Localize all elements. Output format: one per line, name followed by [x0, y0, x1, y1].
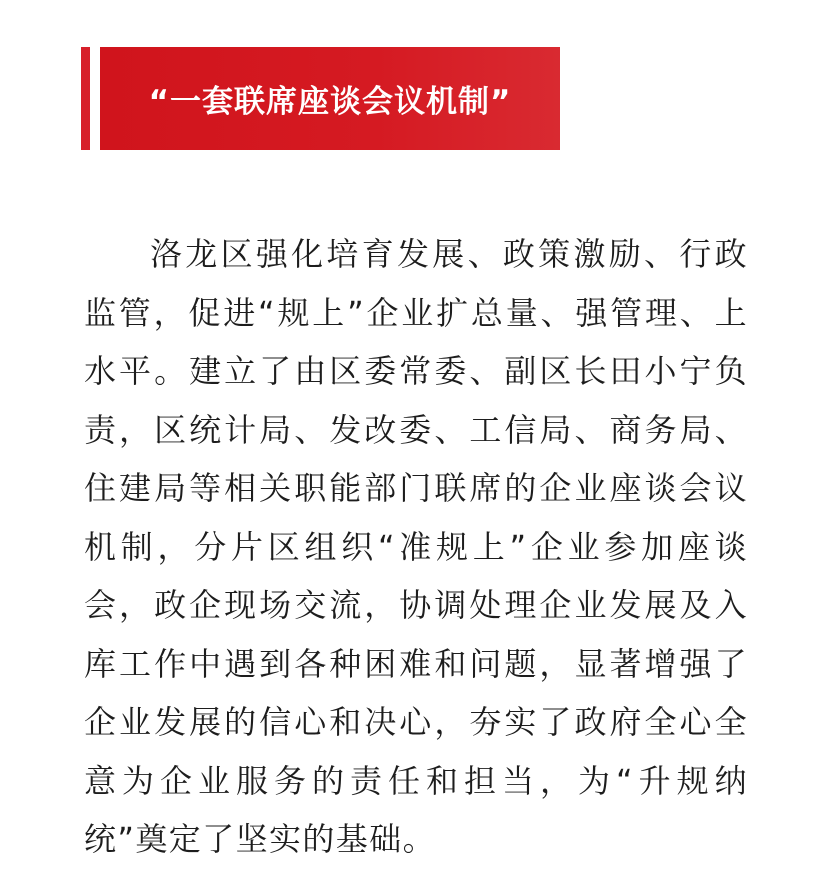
section-heading-title: “一套联席座谈会议机制” [148, 84, 512, 120]
article-paragraph: 洛龙区强化培育发展、政策激励、行政监管，促进“规上”企业扩总量、强管理、上水平。建立了由区委常委、副区长田小宁负责，区统计局、发改委、工信局、商务局、住建局等相关职能部门联席的企业座谈会议机制，分片区组织“准规上”企业参加座谈会，政企现场交流，协调处理企业发展及入库工作中遇到各种困难和问题，显著增强了企业发展的信心和决心，夯实了政府全心全意为企业服务的责任和担当，为“升规纳统”奠定了坚实的基础。 [84, 235, 748, 858]
heading-accent-bar [81, 47, 90, 150]
heading-banner [100, 47, 560, 150]
section-heading-block [81, 47, 560, 150]
